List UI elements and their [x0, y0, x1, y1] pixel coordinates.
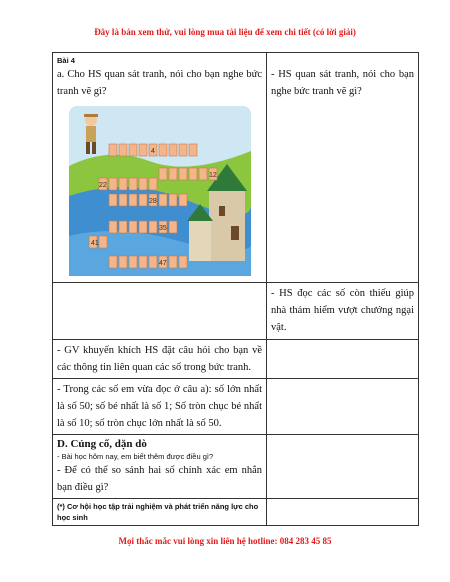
bridge-number: 28	[149, 198, 157, 205]
table-cell	[53, 53, 267, 283]
table-cell	[53, 499, 267, 526]
student-activity-text: - HS quan sát tranh, nói cho bạn nghe bức tranh vẽ gì?	[271, 69, 414, 97]
table-row	[53, 499, 419, 526]
bridge-number: 47	[159, 260, 167, 267]
table-row	[53, 283, 419, 340]
teacher-activity-text: - GV khuyến khích HS đặt câu hỏi cho bạn về các thông tin liên quan các số trong bức tranh.	[57, 345, 262, 373]
activity-text: a. Cho HS quan sát tranh, nói cho bạn nghe bức tranh vẽ gì?	[57, 69, 262, 97]
table-cell	[267, 283, 419, 340]
bridge-number: 35	[159, 225, 167, 232]
footer-banner: Mọi thắc mắc vui lòng xin liên hệ hotline: 084 283 45 85	[118, 536, 332, 546]
bridge-number: 41	[91, 240, 99, 247]
table-cell	[267, 340, 419, 379]
section-heading: D. Củng cố, dặn dò	[57, 438, 147, 450]
student-activity-text: - HS đọc các số còn thiếu giúp nhà thám hiểm vượt chướng ngại vật.	[271, 288, 414, 333]
table-row	[53, 435, 419, 499]
table-cell	[267, 435, 419, 499]
header-banner: Đây là bản xem thử, vui lòng mua tài liệu để xem chi tiết (có lời giải)	[94, 27, 356, 37]
bridge-number: 22	[99, 182, 107, 189]
teacher-activity-text: - Trong các số em vừa đọc ở câu a): số lớn nhất là số 50; số bé nhất là số 1; Số tròn chục bé nhất là số 10; số tròn chục lớn nhất là số 50.	[57, 384, 262, 429]
table-cell	[267, 379, 419, 435]
lesson-table	[52, 52, 419, 526]
table-row	[53, 340, 419, 379]
table-cell	[267, 53, 419, 283]
table-cell	[53, 379, 267, 435]
table-row	[53, 379, 419, 435]
review-question-small: - Bài học hôm nay, em biết thêm được điều gì?	[57, 452, 214, 461]
table-row	[53, 53, 419, 283]
explorer-bridge-illustration	[69, 106, 251, 276]
table-cell	[53, 340, 267, 379]
review-question: - Để có thể so sánh hai số chính xác em nhắn bạn điều gì?	[57, 465, 262, 493]
table-cell	[53, 435, 267, 499]
exercise-label: Bài 4	[57, 56, 75, 65]
table-cell	[267, 499, 419, 526]
table-cell	[53, 283, 267, 340]
note-text: (*) Cơ hội học tập trải nghiệm và phát triển năng lực cho học sinh	[57, 502, 259, 522]
bridge-number: 4	[151, 148, 155, 155]
bridge-number: 12	[209, 172, 217, 179]
